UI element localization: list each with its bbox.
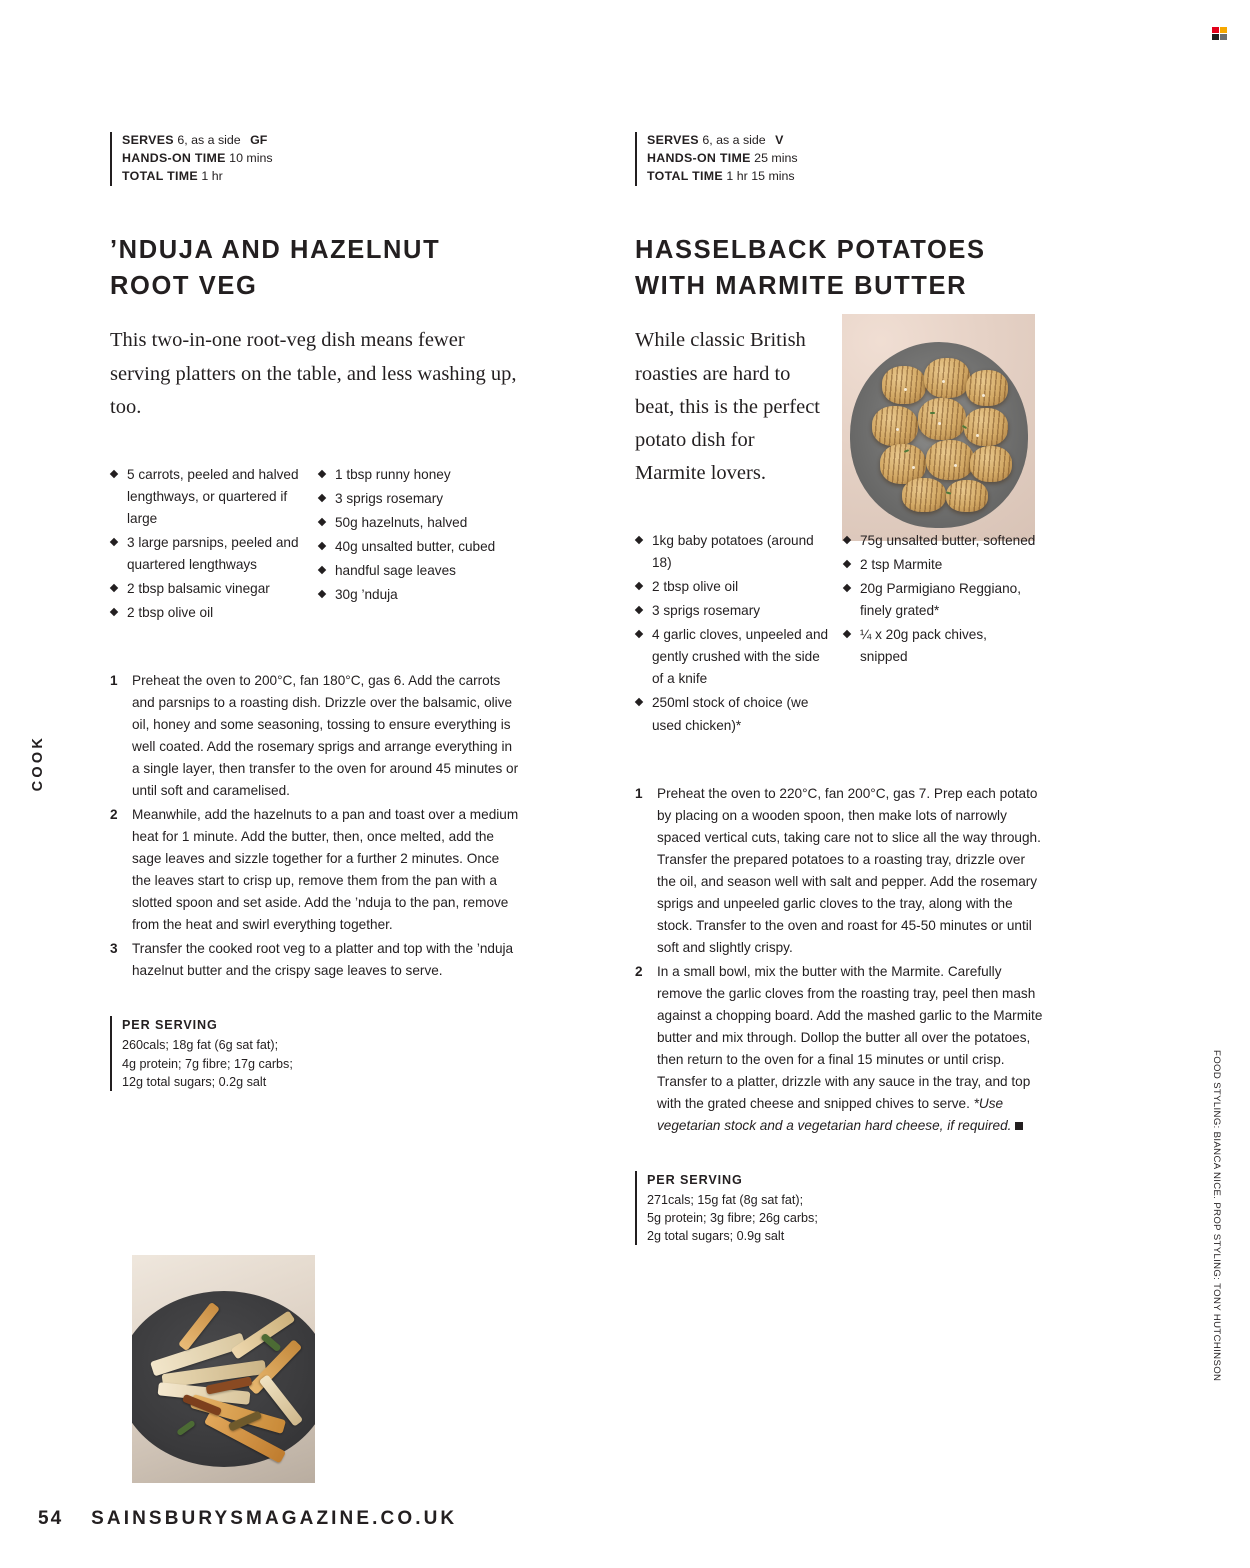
recipe-column-left: [110, 132, 520, 1091]
per-serving-line: 5g protein; 3g fibre; 26g carbs;: [647, 1211, 818, 1226]
serves-label: SERVES: [122, 133, 174, 147]
ingredient-item: 5 carrots, peeled and halved lengthways, or quartered if large: [110, 464, 304, 530]
step-number: 1: [110, 673, 118, 689]
ingredients-column-2: [843, 530, 1037, 738]
ingredient-item: 2 tbsp balsamic vinegar: [110, 578, 304, 600]
recipe-meta-right: [635, 132, 1045, 186]
step-number: 1: [635, 785, 643, 801]
ingredient-item: 50g hazelnuts, halved: [318, 512, 512, 534]
per-serving-line: 2g total sugars; 0.9g salt: [647, 1229, 785, 1244]
ingredient-item: 2 tbsp olive oil: [110, 602, 304, 624]
serves-label: SERVES: [647, 133, 699, 147]
method-right: [635, 783, 1045, 1137]
per-serving-heading: PER SERVING: [647, 1172, 743, 1187]
per-serving-heading: PER SERVING: [122, 1018, 218, 1033]
section-label: COOK: [30, 735, 46, 792]
per-serving-left: [110, 1016, 520, 1091]
ingredients-right: [635, 530, 1045, 738]
method-step: [110, 938, 520, 982]
ingredient-item: 250ml stock of choice (we used chicken)*: [635, 692, 829, 736]
ingredients-column-2: [318, 464, 512, 626]
total-time-label: TOTAL TIME: [647, 168, 723, 183]
serves-value: 6, as a side: [177, 133, 241, 147]
recipe-standfirst-left: This two-in-one root-veg dish means fewer serving platters on the table, and less washing up, too.: [110, 329, 517, 418]
method-left: [110, 670, 520, 982]
ingredients-column-1: [635, 530, 829, 738]
ingredient-item: 75g unsalted butter, softened: [843, 530, 1037, 552]
per-serving-line: 271cals; 15g fat (8g sat fat);: [647, 1192, 804, 1207]
hands-on-value: 25 mins: [754, 150, 798, 165]
ingredient-item: 1 tbsp runny honey: [318, 464, 512, 486]
ingredient-item: 30g ’nduja: [318, 584, 512, 606]
registration-mark: [1212, 27, 1228, 41]
step-text: Preheat the oven to 220°C, fan 200°C, gas 7. Prep each potato by placing on a wooden spoon, then make lots of narrowly spaced vertical cuts, taking care not to slice all the way through. Transfer the prepared potatoes to a roasting tray, drizzle over the oil, and season well with salt and pepper. Add the rosemary sprigs and unpeeled garlic cloves to the tray, along with the stock. Transfer to the oven and roast for 45-50 minutes or until soft and slightly crispy.: [657, 785, 1041, 955]
step-number: 3: [110, 941, 118, 957]
total-time-value: 1 hr: [201, 168, 223, 183]
recipe-column-right: [635, 132, 1045, 1245]
ingredient-item: handful sage leaves: [318, 560, 512, 582]
ingredient-item: ¼ x 20g pack chives, snipped: [843, 624, 1037, 668]
diet-tag: V: [775, 133, 784, 147]
recipe-standfirst-right: While classic British roasties are hard to beat, this is the perfect potato dish for Marmite lovers.: [635, 329, 821, 485]
hands-on-label: HANDS-ON TIME: [647, 150, 751, 165]
ingredient-item: 40g unsalted butter, cubed: [318, 536, 512, 558]
method-step: [110, 804, 520, 936]
ingredient-item: 2 tsp Marmite: [843, 554, 1037, 576]
website-url: SAINSBURYSMAGAZINE.CO.UK: [91, 1508, 458, 1529]
root-veg-photo: [132, 1255, 315, 1483]
method-step: [635, 961, 1045, 1137]
photo-credit: FOOD STYLING: BIANCA NICE. PROP STYLING: TONY HUTCHINSON: [1211, 1050, 1222, 1382]
hasselback-potatoes-photo: [842, 314, 1035, 541]
total-time-label: TOTAL TIME: [122, 168, 198, 183]
method-step: [110, 670, 520, 802]
ingredient-item: 2 tbsp olive oil: [635, 576, 829, 598]
ingredient-item: 3 large parsnips, peeled and quartered lengthways: [110, 532, 304, 576]
per-serving-right: [635, 1171, 1045, 1246]
step-text: Transfer the cooked root veg to a platter and top with the ’nduja hazelnut butter and the crispy sage leaves to serve.: [132, 941, 514, 979]
method-step: [635, 783, 1045, 959]
step-text: In a small bowl, mix the butter with the Marmite. Carefully remove the garlic cloves from the roasting tray, peel then mash against a chopping board. Add the mashed garlic to the Marmite butter and mix through. Dollop the butter all over the potatoes, then return to the oven for a final 15 minutes or until crisp. Transfer to a platter, drizzle with any sauce in the tray, and top with the grated cheese and snipped chives to serve.: [657, 963, 1043, 1111]
serves-value: 6, as a side: [702, 133, 766, 147]
step-text: Meanwhile, add the hazelnuts to a pan and toast over a medium heat for 1 minute. Add the butter, then, once melted, add the sage leaves and sizzle together for a further 2 minutes. Once the leaves start to crisp up, remove them from the pan with a slotted spoon and set aside. Add the ’nduja to the pan, remove from the heat and swirl everything together.: [132, 807, 519, 933]
recipe-meta-left: [110, 132, 520, 186]
ingredient-item: 1kg baby potatoes (around 18): [635, 530, 829, 574]
ingredient-item: 3 sprigs rosemary: [318, 488, 512, 510]
ingredient-item: 20g Parmigiano Reggiano, finely grated*: [843, 578, 1037, 622]
hands-on-label: HANDS-ON TIME: [122, 150, 226, 165]
ingredients-left: [110, 464, 520, 626]
recipe-title-left: ’NDUJA AND HAZELNUT ROOT VEG: [110, 235, 441, 301]
hands-on-value: 10 mins: [229, 150, 273, 165]
total-time-value: 1 hr 15 mins: [726, 168, 795, 183]
page-footer: [38, 1508, 457, 1530]
method-footnote: *Use vegetarian stock and a vegetarian hard cheese, if required.: [657, 1095, 1012, 1133]
per-serving-line: 4g protein; 7g fibre; 17g carbs;: [122, 1056, 293, 1071]
ingredient-item: 4 garlic cloves, unpeeled and gently crushed with the side of a knife: [635, 624, 829, 690]
ingredient-item: 3 sprigs rosemary: [635, 600, 829, 622]
per-serving-line: 12g total sugars; 0.2g salt: [122, 1074, 267, 1089]
per-serving-line: 260cals; 18g fat (6g sat fat);: [122, 1038, 279, 1053]
page-number: 54: [38, 1508, 64, 1529]
ingredients-column-1: [110, 464, 304, 626]
step-number: 2: [110, 807, 118, 823]
step-number: 2: [635, 963, 643, 979]
step-text: Preheat the oven to 200°C, fan 180°C, gas 6. Add the carrots and parsnips to a roasting dish. Drizzle over the balsamic, olive oil, honey and some seasoning, tossing to ensure everything is well coated. Add the rosemary sprigs and arrange everything in a single layer, then transfer to the oven for around 45 minutes or until soft and caramelised.: [132, 673, 519, 799]
end-mark: [1015, 1122, 1023, 1130]
diet-tag: GF: [250, 133, 268, 147]
recipe-title-right: HASSELBACK POTATOES WITH MARMITE BUTTER: [635, 235, 986, 301]
